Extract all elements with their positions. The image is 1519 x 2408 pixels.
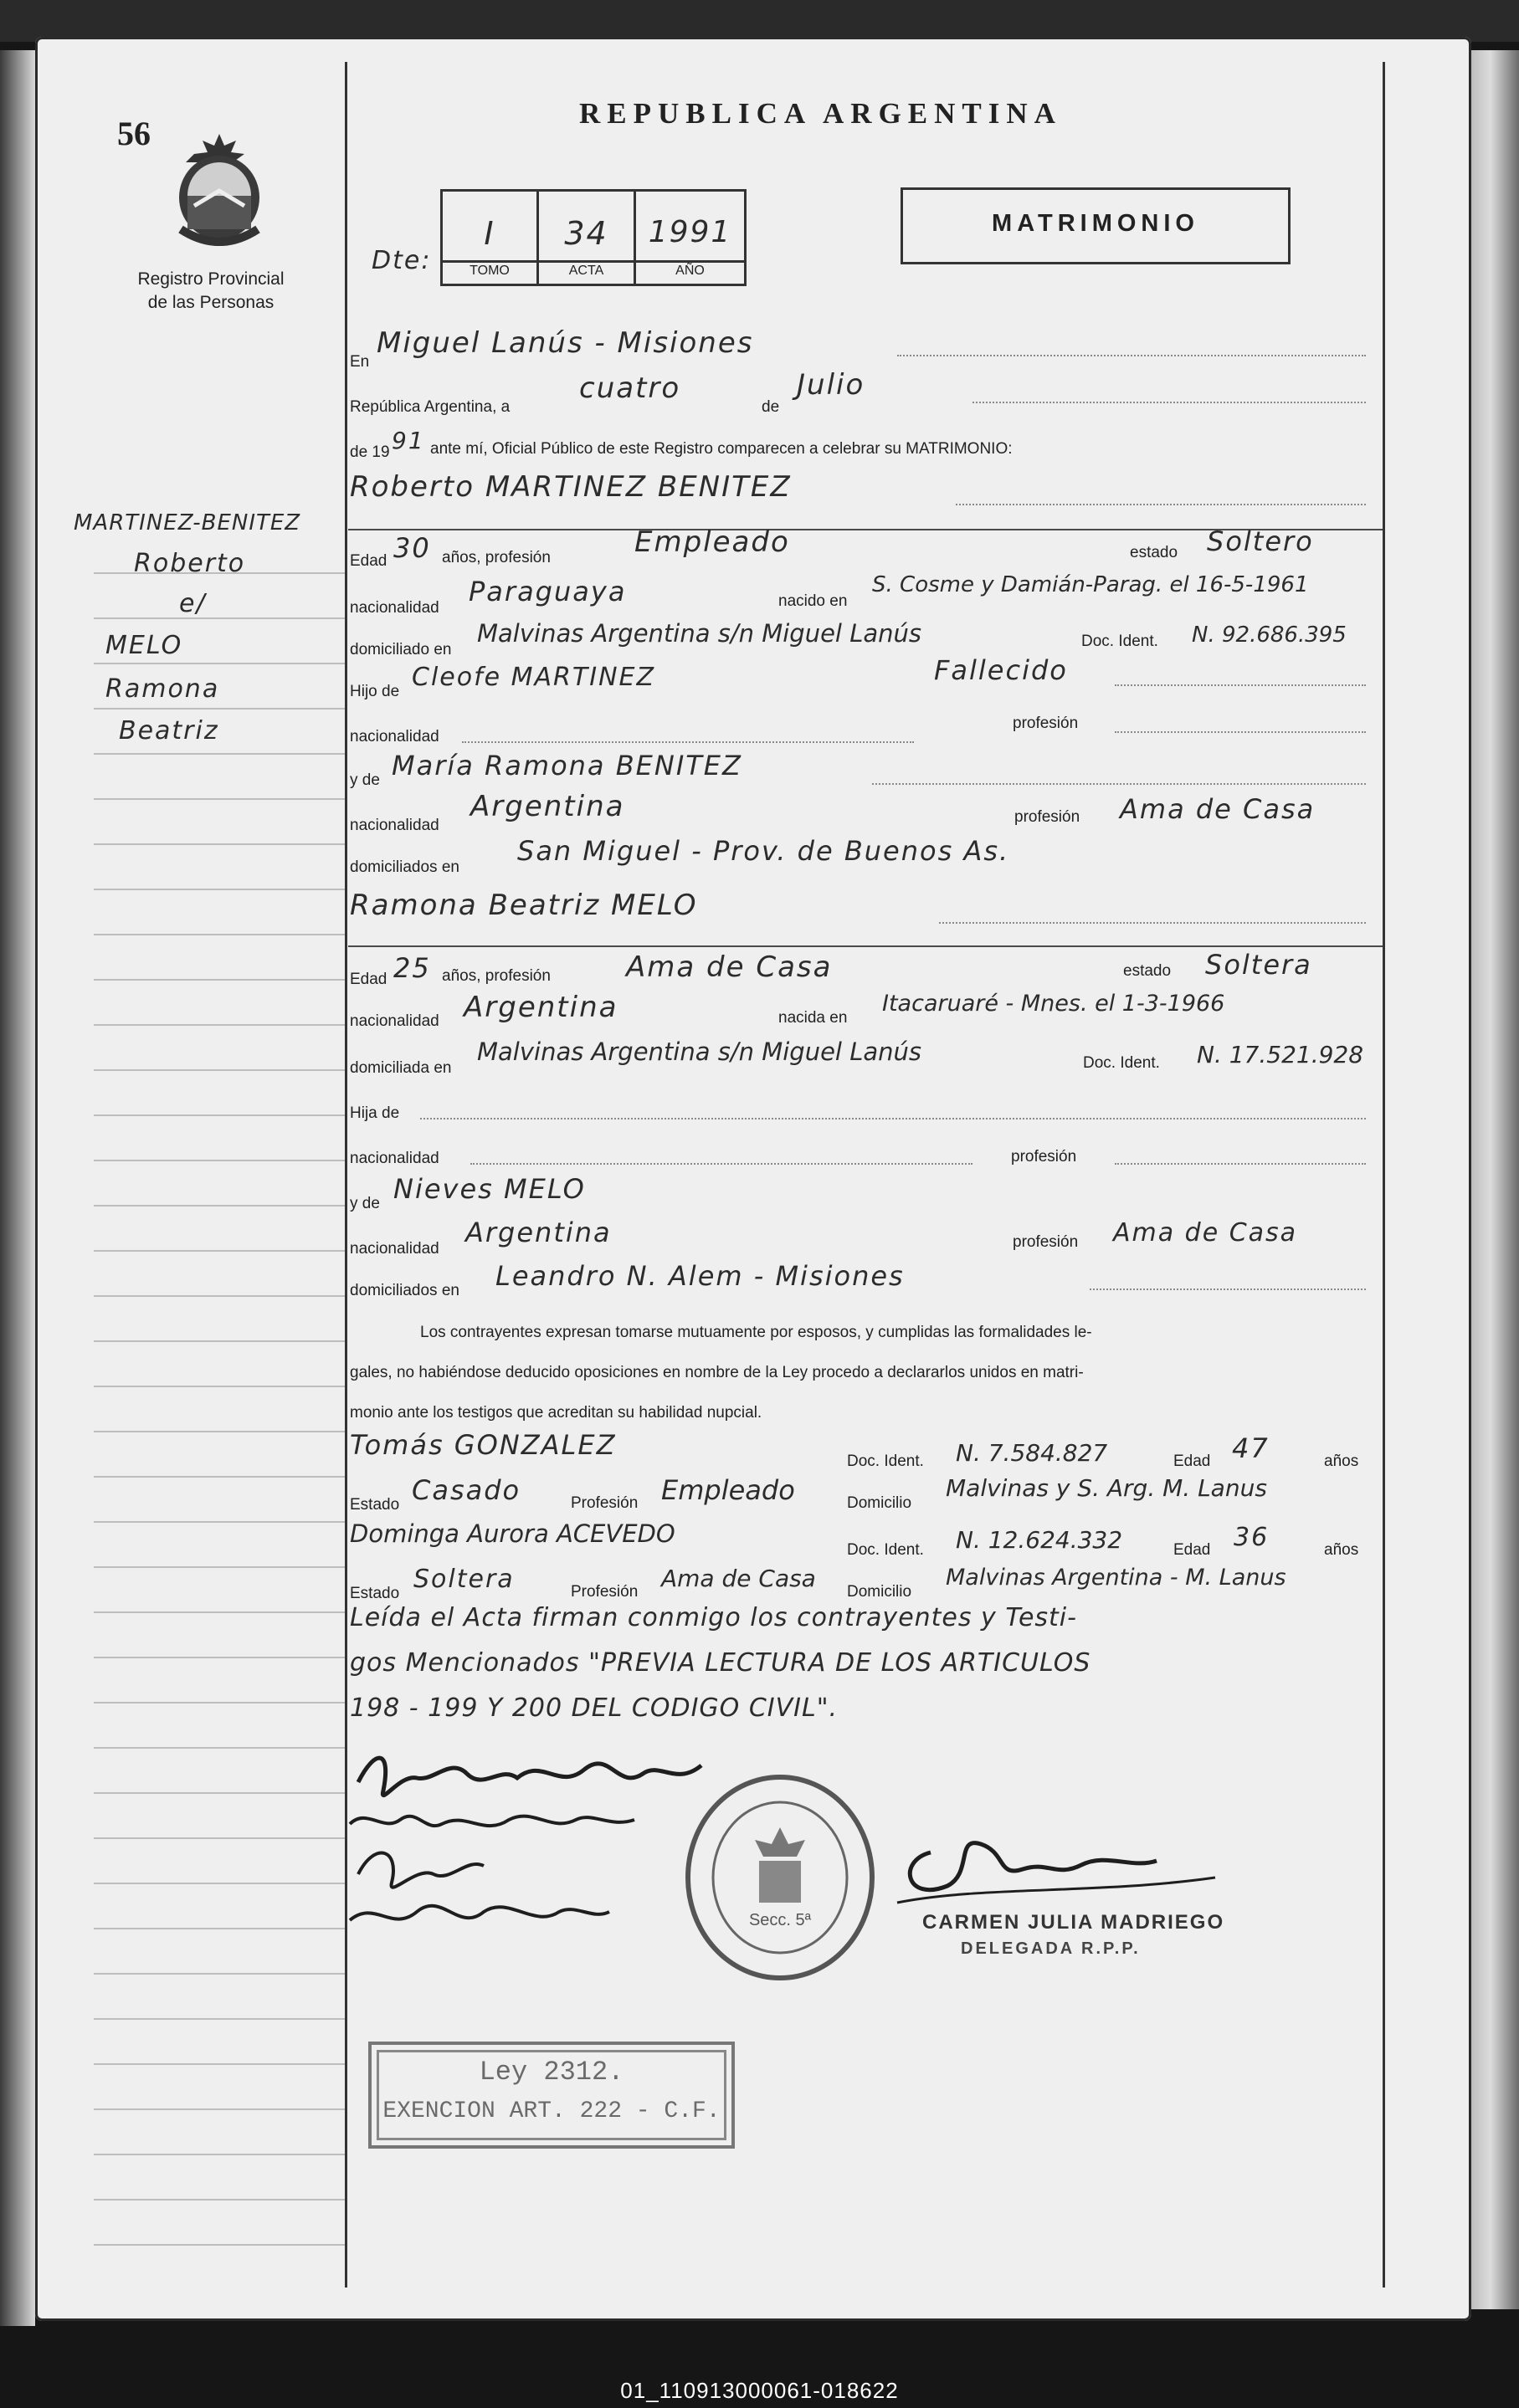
groom-hijo-label: Hijo de [350,683,400,700]
groom-domicilio-label: domiciliado en [350,641,452,658]
ledger-line [94,1747,345,1749]
margin-note-bride-name1: Ramona [105,674,220,704]
ledger-line [94,753,345,755]
margin-note-surnames: MARTINEZ-BENITEZ [74,510,301,535]
witness-1-doc-label: Doc. Ident. [847,1452,924,1470]
ano-value: 1991 [648,215,732,249]
margin-note-conj: e/ [179,589,207,618]
bride-estado-label: estado [1123,962,1172,980]
bride-doc-label: Doc. Ident. [1083,1054,1160,1072]
bride-nationality: Argentina [464,991,618,1024]
page-number: 56 [117,115,151,152]
ledger-line [94,2063,345,2065]
ledger-line [94,2018,345,2020]
day-value: cuatro [579,371,681,405]
bride-nacionalidad-label: nacionalidad [350,1012,439,1030]
groom-age: 30 [393,532,431,564]
witness-2-anos-label: años [1324,1541,1359,1559]
ledger-line [94,1250,345,1252]
bride-mother-nationality: Argentina [465,1217,612,1248]
official-seal [680,1769,880,1986]
groom-mother-profession: Ama de Casa [1120,793,1316,825]
bride-mother: Nieves MELO [393,1173,586,1205]
ledger-line [94,617,345,619]
witness-2-profession: Ama de Casa [661,1565,816,1592]
ledger-line [94,1024,345,1026]
bride-doc: N. 17.521.928 [1197,1041,1364,1068]
witness-2-doc-label: Doc. Ident. [847,1541,924,1559]
groom-parents-address: San Miguel - Prov. de Buenos As. [517,835,1010,867]
witness-1-name: Tomás GONZALEZ [350,1429,617,1461]
witness-1-doc: N. 7.584.827 [956,1439,1108,1467]
ledger-line [94,1431,345,1432]
bride-birth: Itacaruaré - Mnes. el 1-3-1966 [882,991,1225,1017]
doc-type-box [901,187,1291,264]
ledger-line [94,1792,345,1794]
closing-line-1: Leída el Acta firman conmigo los contrayentes y Testi- [350,1603,1077,1632]
tomo-label: TOMO [470,264,510,278]
ledger-line [94,934,345,935]
ledger-line [94,1837,345,1839]
place-value: Miguel Lanús - Misiones [377,326,754,360]
ledger-line [94,708,345,710]
intro-statement: ante mí, Oficial Público de este Registro comparecen a celebrar su MATRIMONIO: [430,440,1013,458]
bride-hija-label: Hija de [350,1104,400,1122]
witness-1-edad-label: Edad [1173,1452,1211,1470]
de-label: de [762,398,780,416]
closing-line-3: 198 - 199 Y 200 DEL CODIGO CIVIL". [350,1693,839,1723]
ledger-line [94,979,345,981]
bride-domicilio-label: domiciliada en [350,1059,452,1077]
file-id: 01_110913000061-018622 [620,2378,899,2403]
groom-parents-dom-label: domiciliados en [350,858,459,876]
groom-edad-label: Edad [350,552,387,570]
ledger-line [94,663,345,664]
groom-nacido-label: nacido en [778,592,848,610]
margin-note-groom: Roberto [134,549,246,578]
registry-label-2: de las Personas [147,293,275,312]
coat-of-arms-icon [169,129,269,246]
official-name: CARMEN JULIA MADRIEGO [922,1911,1225,1934]
groom-name: Roberto MARTINEZ BENITEZ [350,470,792,504]
ledger-line [94,2154,345,2155]
en-label: En [350,353,370,371]
bride-mother-prof-label: profesión [1013,1233,1079,1251]
bride-edad-label: Edad [350,971,387,988]
witness-2-estado-label: Estado [350,1585,400,1602]
declaration-line-1: Los contrayentes expresan tomarse mutuamente por esposos, y cumplidas las formalidades le- [420,1324,1092,1341]
bride-age: 25 [393,952,431,984]
ledger-line [94,1928,345,1929]
acta-value: 34 [564,215,608,252]
official-signature [880,1819,1265,1919]
reference-table [440,189,747,286]
ledger-line [94,1611,345,1613]
groom-status: Soltero [1207,525,1314,557]
bride-mother-profession: Ama de Casa [1113,1218,1298,1248]
ledger-line [94,1566,345,1568]
bride-name: Ramona Beatriz MELO [350,889,698,922]
groom-mother: María Ramona BENITEZ [392,750,742,781]
groom-father-nac-label: nacionalidad [350,728,439,745]
margin-note-bride-surname: MELO [105,631,183,660]
groom-profession: Empleado [634,525,790,559]
law-stamp-line-1: Ley 2312. [479,2057,624,2088]
official-title: DELEGADA R.P.P. [961,1939,1141,1958]
groom-mother-nationality: Argentina [470,790,625,823]
ledger-line [94,2108,345,2110]
ledger-line [94,1205,345,1207]
book-edge-left [0,50,35,2326]
closing-line-2: gos Mencionados "PREVIA LECTURA DE LOS ARTICULOS [350,1648,1091,1678]
groom-father-prof-label: profesión [1013,715,1079,732]
ledger-line [94,1476,345,1478]
groom-father-note: Fallecido [934,654,1068,686]
law-stamp-line-2: EXENCION ART. 222 - C.F. [382,2098,721,2124]
witness-2-age: 36 [1234,1523,1270,1552]
bride-mother-nac-label: nacionalidad [350,1240,439,1258]
ledger-line [94,2199,345,2201]
groom-doc-label: Doc. Ident. [1081,633,1158,650]
groom-profesion-label: años, profesión [442,549,551,566]
witness-1-status: Casado [412,1474,521,1506]
doc-type: MATRIMONIO [992,210,1199,237]
declaration-line-3: monio ante los testigos que acreditan su habilidad nupcial. [350,1404,762,1422]
bride-address: Malvinas Argentina s/n Miguel Lanús [477,1037,921,1066]
witness-1-domicilio-label: Domicilio [847,1494,912,1512]
witness-2-profesion-label: Profesión [571,1583,639,1601]
ledger-line [94,889,345,890]
registry-label-1: Registro Provincial [137,269,285,289]
groom-estado-label: estado [1130,544,1178,561]
bride-parents-address: Leandro N. Alem - Misiones [495,1260,905,1292]
ledger-line [94,1069,345,1071]
declaration-line-2: gales, no habiéndose deducido oposiciones en nombre de la Ley procedo a declararlos unidos en matri- [350,1364,1084,1381]
country-title: REPUBLICA ARGENTINA [579,97,1062,130]
bride-profession: Ama de Casa [626,950,833,984]
ledger-line [94,1883,345,1884]
bride-profesion-label: años, profesión [442,967,551,985]
witness-1-address: Malvinas y S. Arg. M. Lanus [946,1474,1267,1502]
republica-label: República Argentina, a [350,398,511,416]
ano-label: AÑO [675,264,705,278]
year-label: de 19 [350,443,390,461]
seal-text: Secc. 5ª [748,1911,812,1929]
ledger-line [94,1521,345,1523]
groom-father: Cleofe MARTINEZ [412,663,656,692]
record-page [35,37,1471,2321]
groom-birth: S. Cosme y Damián-Parag. el 16-5-1961 [872,572,1309,597]
witness-1-profesion-label: Profesión [571,1494,639,1512]
bride-nacida-label: nacida en [778,1009,848,1027]
ledger-line [94,1160,345,1161]
law-exemption-stamp [368,2042,735,2149]
groom-nacionalidad-label: nacionalidad [350,599,439,617]
bride-parents-dom-label: domiciliados en [350,1282,459,1299]
ledger-line [94,1114,345,1116]
bride-father-nac-label: nacionalidad [350,1150,439,1167]
ledger-line [94,1702,345,1704]
witness-2-edad-label: Edad [1173,1541,1211,1559]
ledger-line [94,1973,345,1975]
book-edge-right [1471,50,1519,2309]
acta-label: ACTA [568,264,604,278]
groom-mother-prof-label: profesión [1014,808,1080,826]
witness-2-address: Malvinas Argentina - M. Lanus [946,1565,1286,1591]
witness-1-age: 47 [1232,1432,1270,1464]
year-digits: 91 [392,427,425,454]
ledger-line [94,798,345,800]
ledger-line [94,2244,345,2246]
bride-status: Soltera [1205,949,1312,981]
groom-mother-nac-label: nacionalidad [350,817,439,834]
margin-note-bride-name2: Beatriz [119,716,219,745]
ledger-line [94,1295,345,1297]
ledger-line [94,843,345,845]
witness-2-status: Soltera [413,1565,515,1594]
groom-yde-label: y de [350,771,380,789]
month-value: Julio [797,368,865,402]
witness-2-name: Dominga Aurora ACEVEDO [350,1519,675,1548]
scan-background-top [0,0,1519,42]
ledger-line [94,1340,345,1342]
ledger-line [94,1657,345,1658]
witness-2-domicilio-label: Domicilio [847,1583,912,1601]
groom-address: Malvinas Argentina s/n Miguel Lanús [477,619,921,648]
witness-1-anos-label: años [1324,1452,1359,1470]
witness-1-estado-label: Estado [350,1496,400,1514]
ledger-line [94,1386,345,1387]
groom-doc: N. 92.686.395 [1192,622,1347,648]
bride-yde-label: y de [350,1195,380,1212]
right-border [1383,62,1385,2288]
witness-2-doc: N. 12.624.332 [956,1526,1123,1554]
witness-1-profession: Empleado [661,1474,795,1506]
tomo-value: I [484,215,495,252]
bride-father-prof-label: profesión [1011,1148,1077,1166]
groom-nationality: Paraguaya [469,576,627,607]
reference-prefix: Dte: [372,246,432,275]
